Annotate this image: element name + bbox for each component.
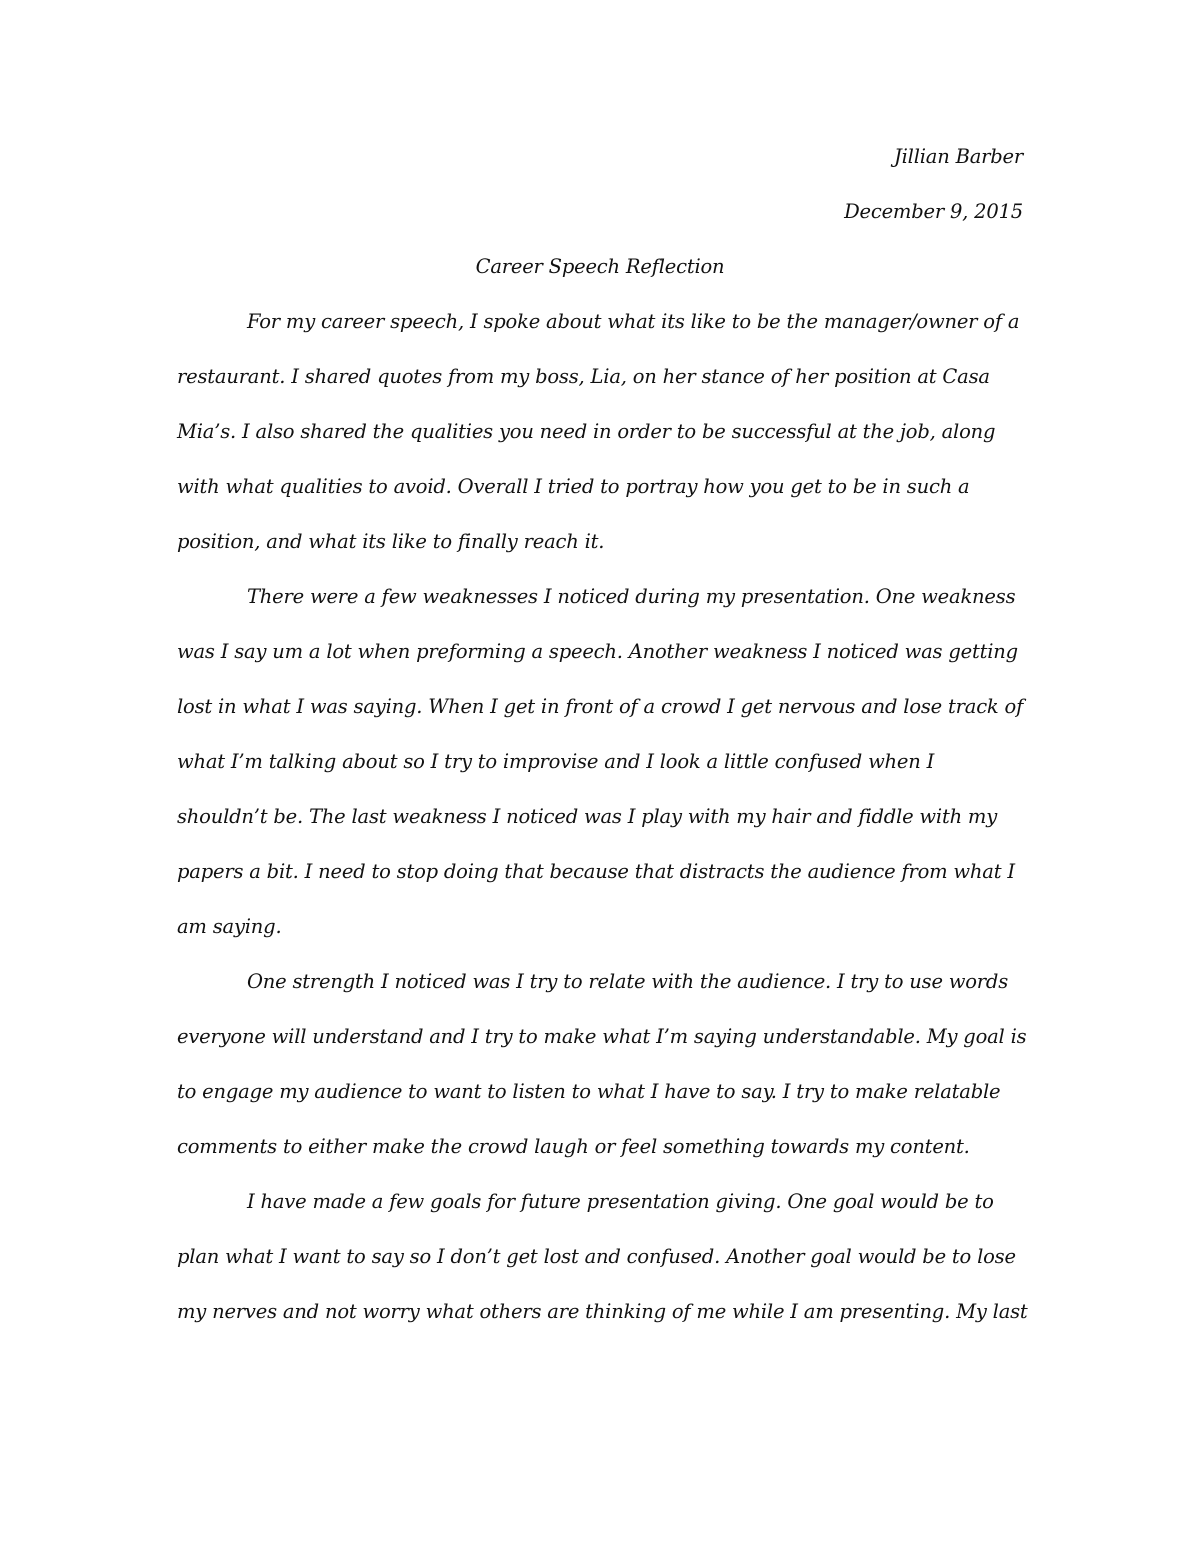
- paragraph-1-line-1: For my career speech, I spoke about what its like to be the manager/owner of a: [247, 310, 1020, 333]
- paragraph-3-line-3: to engage my audience to want to listen to what I have to say. I try to make relatable: [177, 1080, 1001, 1103]
- paragraph-4-line-3: my nerves and not worry what others are thinking of me while I am presenting. My last: [177, 1300, 1028, 1323]
- paragraph-2-line-5: shouldn’t be. The last weakness I noticed was I play with my hair and fiddle with my: [177, 805, 998, 828]
- author-name: Jillian Barber: [894, 145, 1023, 168]
- paragraph-2-line-2: was I say um a lot when preforming a speech. Another weakness I noticed was getting: [177, 640, 1018, 663]
- paragraph-2-line-7: am saying.: [177, 915, 282, 938]
- paragraph-2-line-1: There were a few weaknesses I noticed during my presentation. One weakness: [247, 585, 1016, 608]
- paragraph-3-line-4: comments to either make the crowd laugh or feel something towards my content.: [177, 1135, 970, 1158]
- paragraph-2-line-3: lost in what I was saying. When I get in front of a crowd I get nervous and lose track of: [177, 695, 1024, 718]
- paragraph-1-line-5: position, and what its like to finally reach it.: [177, 530, 605, 553]
- paragraph-1-line-2: restaurant. I shared quotes from my boss, Lia, on her stance of her position at Casa: [177, 365, 990, 388]
- document-title: Career Speech Reflection: [475, 255, 725, 278]
- paragraph-2-line-6: papers a bit. I need to stop doing that because that distracts the audience from what I: [177, 860, 1015, 883]
- document-date: December 9, 2015: [844, 200, 1023, 223]
- paragraph-2-line-4: what I’m talking about so I try to improvise and I look a little confused when I: [177, 750, 935, 773]
- paragraph-4-line-1: I have made a few goals for future presentation giving. One goal would be to: [247, 1190, 994, 1213]
- paragraph-3-line-1: One strength I noticed was I try to relate with the audience. I try to use words: [247, 970, 1009, 993]
- paragraph-1-line-3: Mia’s. I also shared the qualities you need in order to be successful at the job, along: [177, 420, 996, 443]
- paragraph-4-line-2: plan what I want to say so I don’t get lost and confused. Another goal would be to lose: [177, 1245, 1016, 1268]
- paragraph-1-line-4: with what qualities to avoid. Overall I tried to portray how you get to be in such a: [177, 475, 970, 498]
- paragraph-3-line-2: everyone will understand and I try to make what I’m saying understandable. My goal is: [177, 1025, 1027, 1048]
